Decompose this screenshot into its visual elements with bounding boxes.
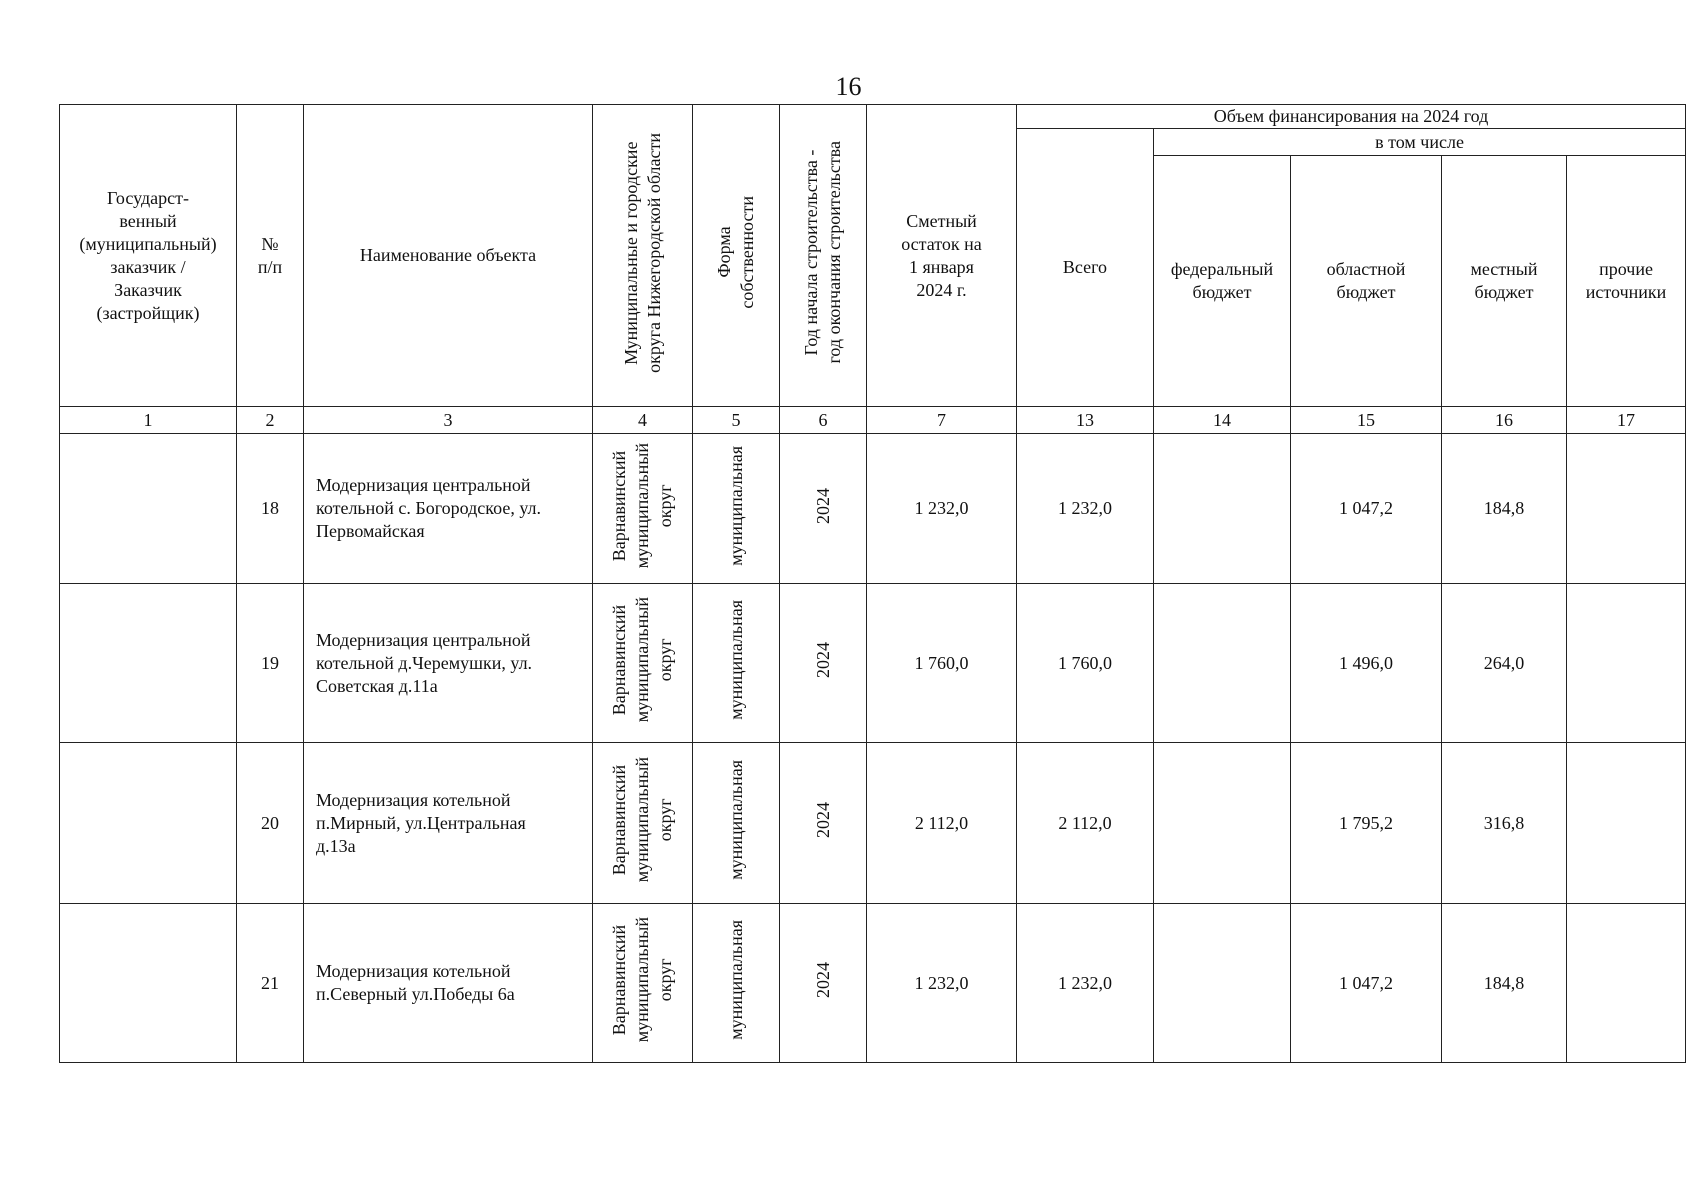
cell-ownership-text: муниципальная	[725, 760, 746, 880]
column-number: 17	[1567, 407, 1686, 434]
table-row	[60, 584, 1686, 743]
cell-customer	[60, 434, 237, 584]
cell-year	[780, 904, 867, 1063]
cell-municipality	[593, 743, 693, 904]
cell-ownership-text: муниципальная	[725, 600, 746, 720]
cell-local: 184,8	[1442, 434, 1567, 584]
cell-num: 20	[237, 743, 304, 904]
cell-estimate: 1 232,0	[867, 904, 1017, 1063]
cell-year-text: 2024	[812, 962, 833, 998]
header-estimate: Сметный остаток на 1 января 2024 г.	[867, 105, 1017, 407]
header-local: местный бюджет	[1442, 156, 1567, 407]
cell-regional: 1 795,2	[1291, 743, 1442, 904]
cell-year-text: 2024	[812, 642, 833, 678]
cell-estimate: 1 232,0	[867, 434, 1017, 584]
column-number: 6	[780, 407, 867, 434]
header-municipality	[593, 105, 693, 407]
header-customer: Государст- венный (муниципальный) заказчик / Заказчик (застройщик)	[60, 105, 237, 407]
cell-municipality	[593, 434, 693, 584]
cell-total: 1 232,0	[1017, 434, 1154, 584]
cell-object-name: Модернизация котельной п.Северный ул.Победы 6а	[304, 904, 593, 1063]
cell-local: 184,8	[1442, 904, 1567, 1063]
cell-ownership-text: муниципальная	[725, 445, 746, 566]
cell-customer	[60, 584, 237, 743]
cell-ownership	[693, 743, 780, 904]
cell-local: 264,0	[1442, 584, 1567, 743]
cell-object-name: Модернизация котельной п.Мирный, ул.Центральная д.13а	[304, 743, 593, 904]
column-numbers-row	[60, 407, 1686, 434]
header-funding-group: Объем финансирования на 2024 год	[1017, 105, 1686, 129]
header-years	[780, 105, 867, 407]
column-number: 1	[60, 407, 237, 434]
table-row	[60, 904, 1686, 1063]
cell-customer	[60, 904, 237, 1063]
cell-municipality-text: Варнавинский муниципальный округ	[609, 597, 675, 723]
cell-num: 21	[237, 904, 304, 1063]
header-years-text: Год начала строительства - год окончания строительства	[801, 141, 844, 364]
cell-estimate: 1 760,0	[867, 584, 1017, 743]
cell-total: 1 760,0	[1017, 584, 1154, 743]
header-ownership	[693, 105, 780, 407]
table-row	[60, 434, 1686, 584]
cell-year	[780, 584, 867, 743]
cell-municipality-text: Варнавинский муниципальный округ	[609, 917, 675, 1043]
header-num: № п/п	[237, 105, 304, 407]
column-number: 7	[867, 407, 1017, 434]
cell-other	[1567, 743, 1686, 904]
cell-ownership	[693, 584, 780, 743]
cell-estimate: 2 112,0	[867, 743, 1017, 904]
column-number: 5	[693, 407, 780, 434]
investment-table	[59, 104, 1686, 1063]
column-number: 4	[593, 407, 693, 434]
cell-local: 316,8	[1442, 743, 1567, 904]
cell-federal	[1154, 743, 1291, 904]
cell-municipality-text: Варнавинский муниципальный округ	[609, 442, 675, 569]
cell-total: 1 232,0	[1017, 904, 1154, 1063]
cell-ownership	[693, 434, 780, 584]
header-ownership-text: Форма собственности	[714, 196, 757, 309]
cell-regional: 1 496,0	[1291, 584, 1442, 743]
cell-municipality	[593, 904, 693, 1063]
header-regional: областной бюджет	[1291, 156, 1442, 407]
header-total: Всего	[1017, 129, 1154, 407]
table-row	[60, 743, 1686, 904]
header-municipality-text: Муниципальные и городские округа Нижегородской области	[620, 132, 664, 373]
cell-year-text: 2024	[812, 802, 833, 838]
column-number: 15	[1291, 407, 1442, 434]
header-including: в том числе	[1154, 129, 1686, 156]
header-federal: федеральный бюджет	[1154, 156, 1291, 407]
cell-object-name: Модернизация центральной котельной д.Черемушки, ул. Советская д.11а	[304, 584, 593, 743]
cell-year-text: 2024	[812, 487, 833, 524]
cell-num: 19	[237, 584, 304, 743]
page-number: 16	[835, 72, 862, 101]
cell-num: 18	[237, 434, 304, 584]
cell-regional: 1 047,2	[1291, 434, 1442, 584]
column-number: 2	[237, 407, 304, 434]
cell-year	[780, 743, 867, 904]
cell-federal	[1154, 434, 1291, 584]
header-object-name: Наименование объекта	[304, 105, 593, 407]
cell-customer	[60, 743, 237, 904]
header-other: прочие источники	[1567, 156, 1686, 407]
cell-ownership-text: муниципальная	[725, 920, 746, 1040]
cell-municipality-text: Варнавинский муниципальный округ	[609, 757, 675, 883]
cell-municipality	[593, 584, 693, 743]
cell-federal	[1154, 904, 1291, 1063]
column-number: 16	[1442, 407, 1567, 434]
column-number: 13	[1017, 407, 1154, 434]
column-number: 14	[1154, 407, 1291, 434]
cell-total: 2 112,0	[1017, 743, 1154, 904]
cell-regional: 1 047,2	[1291, 904, 1442, 1063]
cell-federal	[1154, 584, 1291, 743]
cell-ownership	[693, 904, 780, 1063]
cell-other	[1567, 584, 1686, 743]
column-number: 3	[304, 407, 593, 434]
cell-other	[1567, 904, 1686, 1063]
cell-other	[1567, 434, 1686, 584]
cell-object-name: Модернизация центральной котельной с. Богородское, ул. Первомайская	[304, 434, 593, 584]
cell-year	[780, 434, 867, 584]
